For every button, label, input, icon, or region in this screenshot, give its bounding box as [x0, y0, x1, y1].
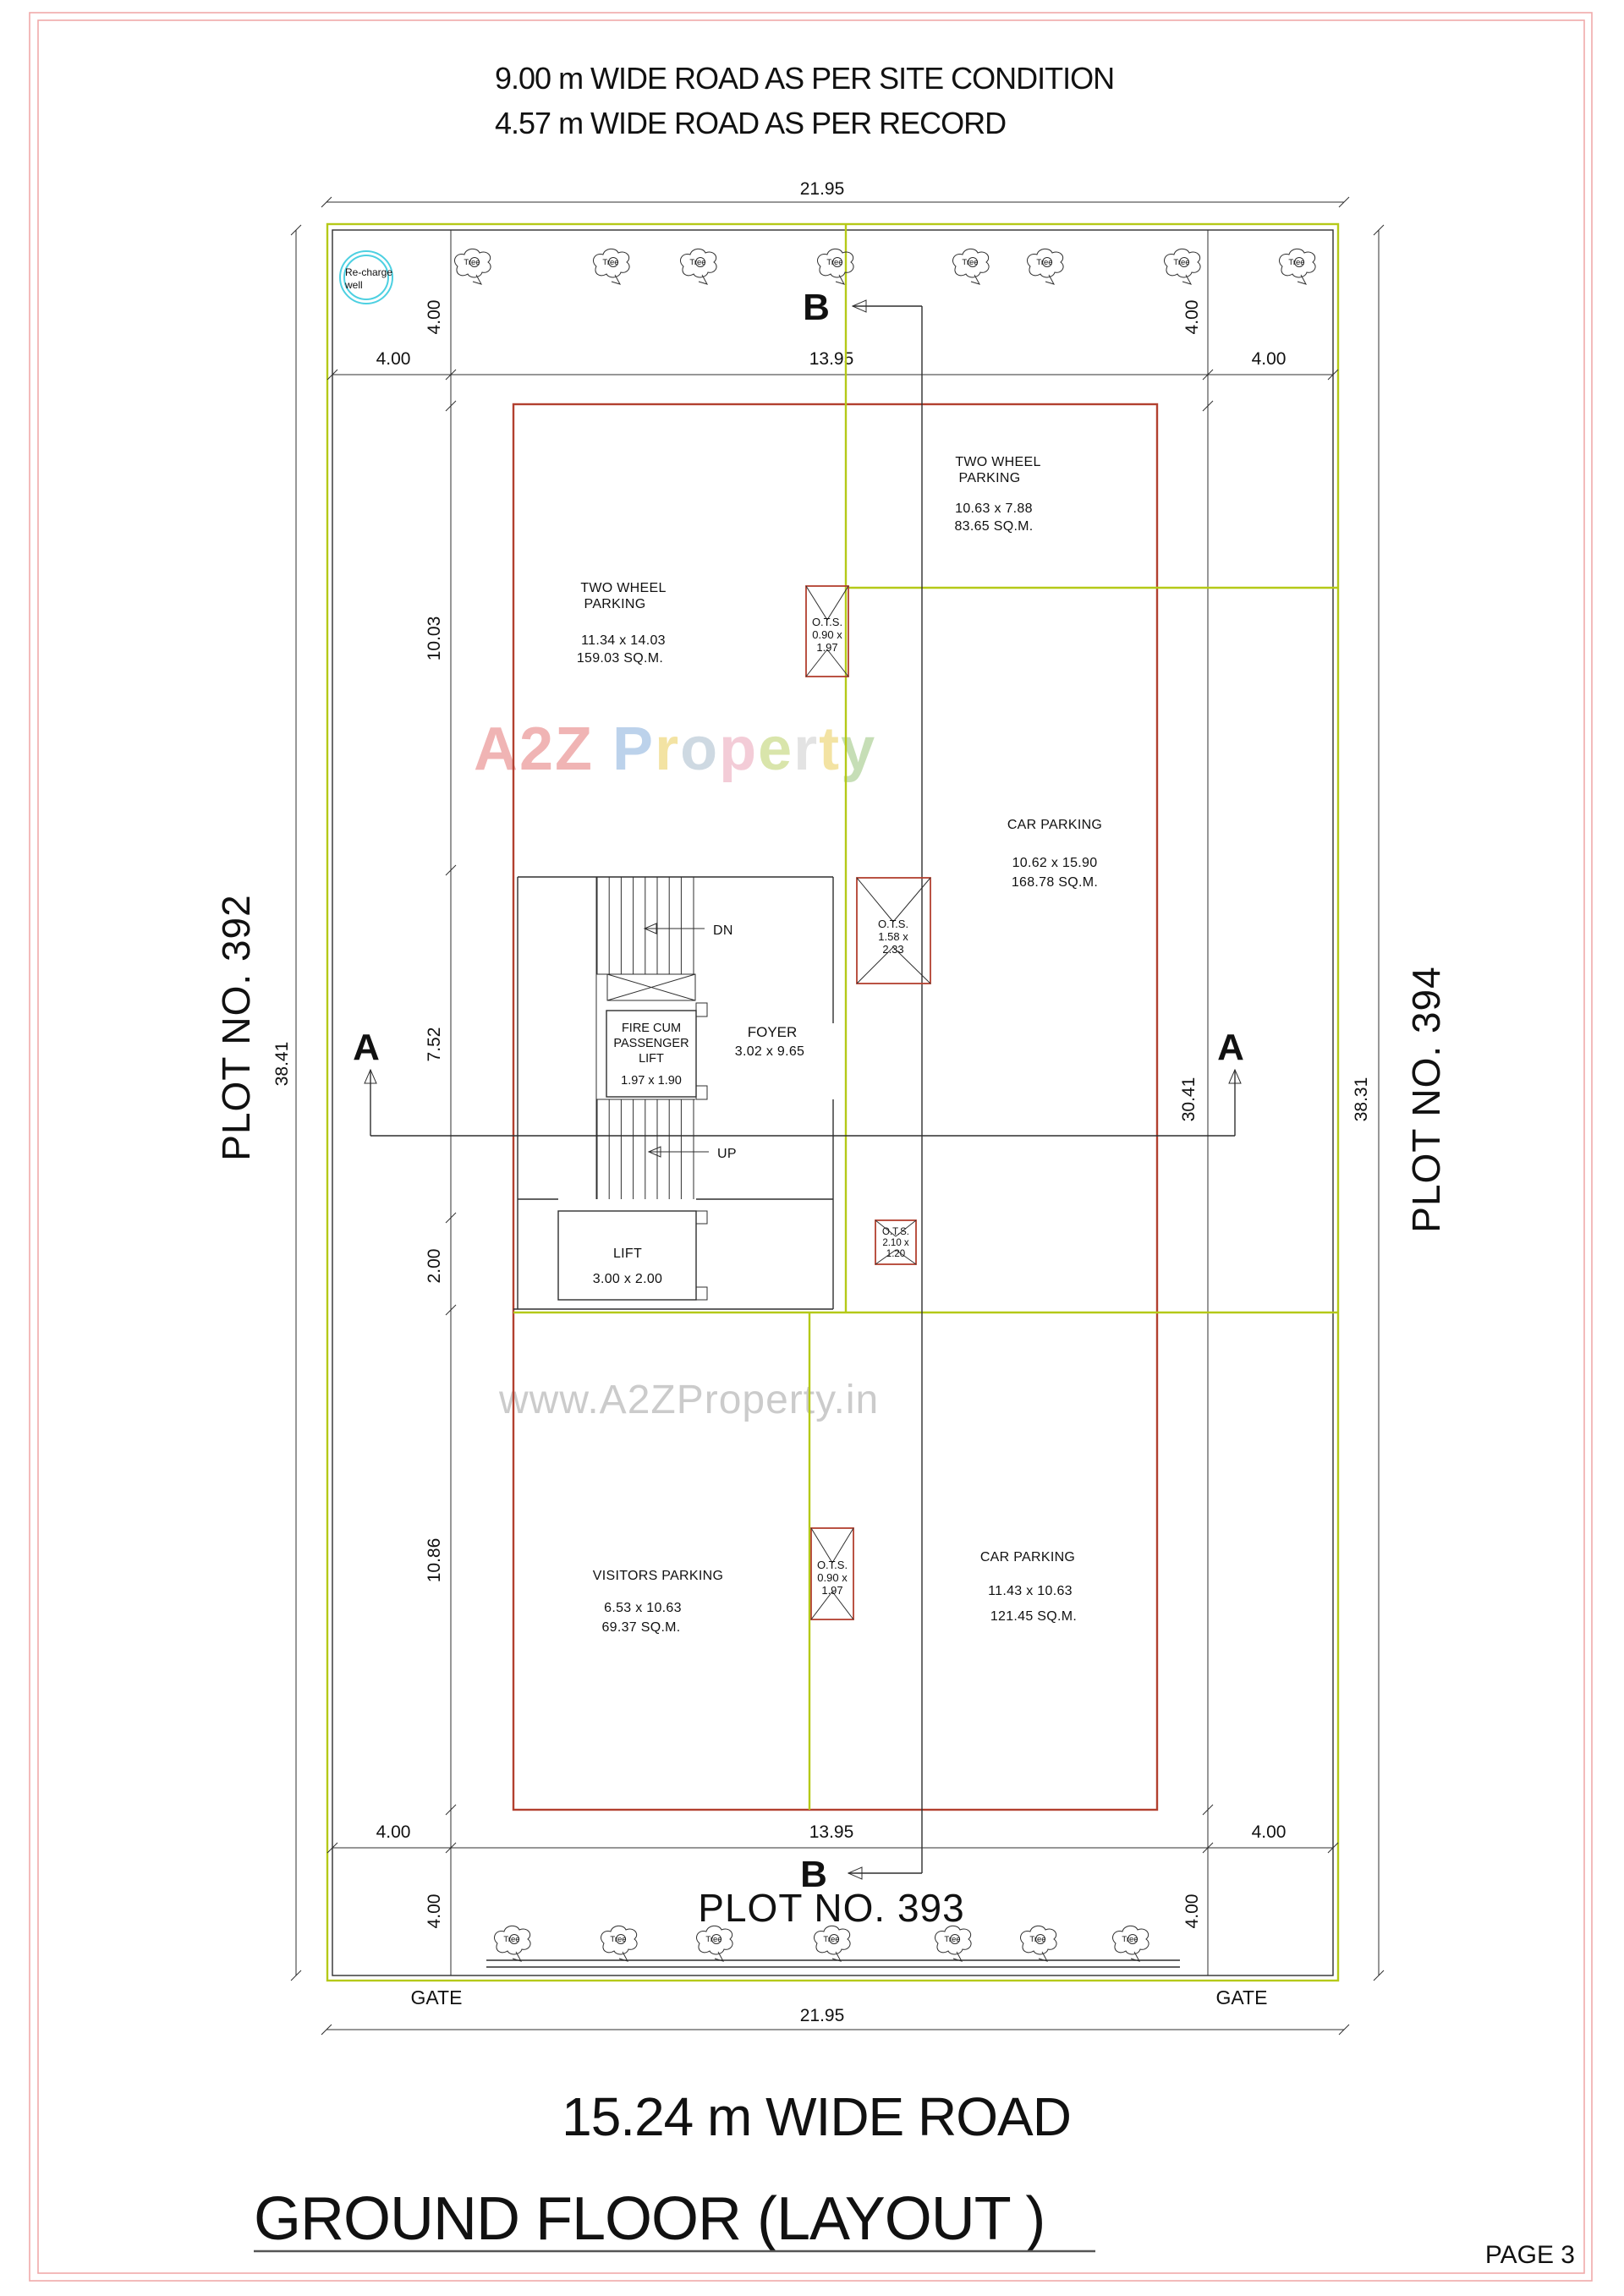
brand-watermark-letter: p	[719, 715, 759, 783]
dim-top-mid: 13.95	[809, 349, 854, 369]
ots-middle	[857, 878, 930, 984]
brand-watermark-letter: y	[841, 715, 877, 783]
zone-visitors-dim: 6.53 x 10.63	[604, 1601, 682, 1615]
tree-icon	[601, 1926, 637, 1961]
tree-icon	[696, 1926, 732, 1961]
tree-icon	[814, 1926, 850, 1961]
zone-two-wheel-right-l1: TWO WHEEL	[955, 455, 1041, 469]
tree-icon	[817, 249, 853, 284]
dim-right-inner: 30.41	[1179, 1077, 1199, 1122]
ots-top	[806, 586, 848, 677]
zone-two-wheel-right-l2: PARKING	[958, 471, 1021, 485]
dim-left-inner-1: 10.03	[425, 616, 444, 661]
gate-left-label: GATE	[410, 1986, 463, 2008]
dim-left-inner-2: 7.52	[425, 1027, 444, 1062]
dim-site-width-bottom: 21.95	[799, 2006, 845, 2025]
svg-text:0.90 x: 0.90 x	[817, 1571, 848, 1584]
road-note-line2: 4.57 m WIDE ROAD AS PER RECORD	[495, 106, 1007, 140]
tree-icon	[1279, 249, 1315, 284]
page-number: PAGE 3	[1484, 2241, 1575, 2269]
tree-label: Tree	[503, 1935, 520, 1944]
brand-watermark-letter: t	[819, 715, 842, 783]
svg-text:O.T.S.: O.T.S.	[882, 1227, 909, 1237]
svg-text:1.97: 1.97	[821, 1584, 843, 1597]
tree-label: Tree	[1029, 1935, 1046, 1944]
foyer-dim: 3.02 x 9.65	[734, 1044, 805, 1059]
zone-car-right-dim: 10.62 x 15.90	[1012, 856, 1098, 870]
tree-label: Tree	[602, 258, 619, 267]
dim-left-inner-4: 10.86	[425, 1537, 444, 1583]
svg-text:1.97: 1.97	[816, 641, 838, 654]
tree-label: Tree	[826, 258, 843, 267]
tree-icon	[952, 249, 989, 284]
recharge-well-label1: Re-charge	[345, 266, 393, 278]
section-b-top-label: B	[803, 287, 830, 328]
zone-visitors-area: 69.37 SQ.M.	[601, 1620, 681, 1635]
section-b-bottom-label: B	[800, 1854, 827, 1895]
plot-394-label: PLOT NO. 394	[1404, 966, 1448, 1233]
brand-watermark-letter: Z	[555, 715, 595, 783]
tree-label: Tree	[464, 258, 480, 267]
svg-text:0.90 x: 0.90 x	[812, 628, 842, 641]
brand-watermark-letter: P	[612, 715, 656, 783]
door-jamb	[696, 1003, 707, 1016]
svg-text:O.T.S.: O.T.S.	[877, 918, 909, 930]
tree-label: Tree	[1122, 1935, 1138, 1944]
zone-car-bottom-area: 121.45 SQ.M.	[990, 1609, 1078, 1624]
ots-bottom	[811, 1528, 853, 1619]
zone-two-wheel-left-area: 159.03 SQ.M.	[576, 651, 664, 666]
tree-icon	[1027, 249, 1063, 284]
zone-car-right-l1: CAR PARKING	[1007, 818, 1103, 832]
svg-text:1.20: 1.20	[886, 1249, 906, 1259]
fire-lift-l3: LIFT	[639, 1052, 664, 1066]
road-bottom-label: 15.24 m WIDE ROAD	[562, 2086, 1071, 2147]
tree-icon	[494, 1926, 530, 1961]
tree-icon	[1164, 249, 1200, 284]
svg-text:1.58 x: 1.58 x	[878, 930, 908, 943]
tree-label: Tree	[705, 1935, 722, 1944]
stair-core	[513, 877, 833, 1309]
dim-right-margin-top: 4.00	[1182, 299, 1202, 335]
tree-label: Tree	[1288, 258, 1305, 267]
zone-two-wheel-right-area: 83.65 SQ.M.	[954, 519, 1034, 534]
road-note-line1: 9.00 m WIDE ROAD AS PER SITE CONDITION	[495, 61, 1115, 96]
tree-label: Tree	[1036, 258, 1053, 267]
dim-site-width-top: 21.95	[799, 179, 845, 199]
tree-icon	[593, 249, 629, 284]
dim-left-margin-top: 4.00	[425, 299, 444, 335]
plot-392-label: PLOT NO. 392	[214, 894, 258, 1161]
zone-car-bottom-l1: CAR PARKING	[979, 1550, 1076, 1564]
brand-watermark-letter: r	[793, 715, 820, 783]
tree-icon	[680, 249, 716, 284]
brand-watermark-letter: r	[655, 715, 681, 783]
tree-icon	[935, 1926, 971, 1961]
svg-text:O.T.S.: O.T.S.	[816, 1559, 848, 1571]
door-jamb	[696, 1287, 707, 1300]
svg-text:2.33: 2.33	[882, 943, 904, 956]
zone-two-wheel-left-l2: PARKING	[584, 597, 646, 611]
fire-lift-l2: PASSENGER	[613, 1037, 689, 1050]
tree-label: Tree	[610, 1935, 627, 1944]
recharge-well-label2: well	[345, 279, 363, 291]
brand-watermark-letter: A	[474, 715, 519, 783]
url-watermark: www.A2ZProperty.in	[499, 1378, 880, 1422]
tree-label: Tree	[823, 1935, 840, 1944]
brand-watermark-letter: 2	[519, 715, 556, 783]
tree-icon	[1020, 1926, 1056, 1961]
tree-label: Tree	[689, 258, 706, 267]
gate-right-label: GATE	[1215, 1986, 1268, 2008]
dim-top-right: 4.00	[1251, 349, 1287, 369]
zone-visitors-l1: VISITORS PARKING	[592, 1569, 724, 1583]
ots-small	[875, 1220, 916, 1264]
zone-car-right-area: 168.78 SQ.M.	[1011, 875, 1099, 890]
brand-watermark-letter: o	[680, 715, 720, 783]
lift-label: LIFT	[612, 1247, 643, 1261]
svg-text:O.T.S.: O.T.S.	[811, 616, 843, 628]
up-label: UP	[717, 1147, 737, 1161]
dim-bottom-left: 4.00	[376, 1822, 411, 1842]
tree-icon	[454, 249, 491, 284]
dim-left-margin-bottom: 4.00	[425, 1893, 444, 1929]
svg-text:2.10 x: 2.10 x	[882, 1238, 909, 1248]
zone-car-bottom-dim: 11.43 x 10.63	[988, 1584, 1073, 1598]
tree-icon	[1112, 1926, 1149, 1961]
door-jamb	[696, 1211, 707, 1224]
tree-label: Tree	[1173, 258, 1190, 267]
dim-plot-right-depth: 38.31	[1352, 1077, 1371, 1122]
dim-right-margin-bottom: 4.00	[1182, 1893, 1202, 1929]
brand-watermark-letter: e	[758, 715, 794, 783]
zone-two-wheel-right-dim: 10.63 x 7.88	[955, 501, 1033, 516]
tree-label: Tree	[962, 258, 979, 267]
foyer-label: FOYER	[747, 1024, 798, 1040]
dim-top-left: 4.00	[376, 349, 411, 369]
dim-left-inner-3: 2.00	[425, 1248, 444, 1284]
fire-lift-l1: FIRE CUM	[621, 1022, 682, 1035]
fire-lift-dim: 1.97 x 1.90	[621, 1074, 682, 1088]
zone-two-wheel-left-dim: 11.34 x 14.03	[581, 633, 666, 648]
section-a-left-label: A	[353, 1027, 380, 1068]
drawing-title: GROUND FLOOR (LAYOUT )	[254, 2185, 1045, 2253]
door-jamb	[696, 1086, 707, 1099]
zone-two-wheel-left-l1: TWO WHEEL	[580, 581, 667, 595]
plot-393-label: PLOT NO. 393	[698, 1886, 965, 1930]
tree-label: Tree	[944, 1935, 961, 1944]
dim-bottom-mid: 13.95	[809, 1822, 854, 1842]
lift-dim: 3.00 x 2.00	[592, 1272, 663, 1286]
dim-bottom-right: 4.00	[1251, 1822, 1287, 1842]
section-a-right-label: A	[1217, 1027, 1244, 1068]
dn-label: DN	[713, 923, 733, 938]
dim-plot-left-depth: 38.41	[272, 1041, 292, 1087]
